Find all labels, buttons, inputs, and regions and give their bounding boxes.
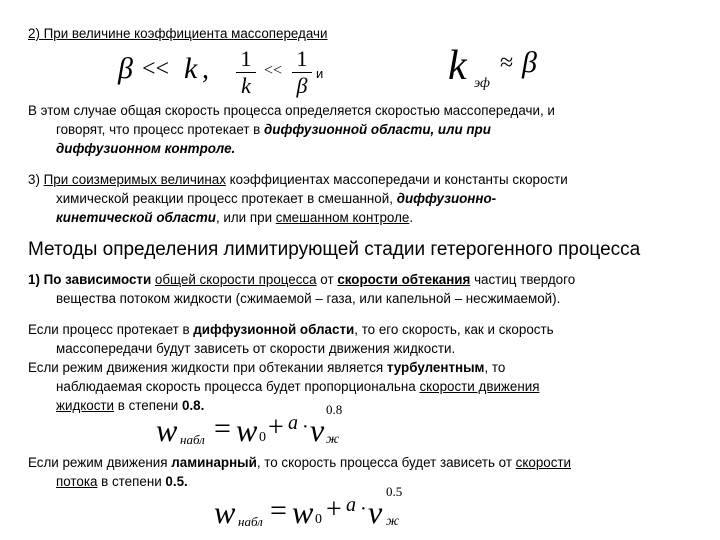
dot-symbol: · <box>360 498 367 520</box>
underlined-span: общей скорости процесса <box>154 272 317 287</box>
text-span: , то <box>484 360 506 375</box>
emphasis-span: диффузионном контроле. <box>56 141 236 156</box>
section-3-line-2 <box>56 189 496 208</box>
diffusion-line-1 <box>28 320 554 339</box>
a-symbol: a <box>346 494 356 516</box>
w-symbol: w <box>156 412 178 448</box>
much-less-symbol-small: << <box>264 62 283 79</box>
diffusion-line-2 <box>56 339 455 358</box>
emphasis-span: кинетической области <box>56 210 216 225</box>
section-2-line-2 <box>56 120 491 139</box>
text-span: от <box>316 272 338 287</box>
text-span: , или при <box>215 210 276 225</box>
text-span: химической реакции процесс протекает в смешанной, <box>56 191 397 206</box>
text-span: в степени <box>114 398 182 413</box>
k-symbol: k <box>184 52 198 85</box>
and-word: и <box>316 66 324 81</box>
fraction-denominator: β <box>296 73 308 98</box>
turbulent-line-2 <box>56 377 539 396</box>
section-2-line-3 <box>56 139 235 158</box>
w-subscript: набл <box>238 514 263 529</box>
bold-span: ламинарный <box>171 455 257 470</box>
section-2-title <box>28 24 327 43</box>
text-span: . <box>409 210 414 225</box>
equals-symbol: = <box>270 494 287 527</box>
text-span: коэффициентах массопередачи и константы скорости <box>225 172 568 187</box>
section-2-title-text: 2) При величине коэффициента массопередачи <box>28 26 328 41</box>
emphasis-span: диффузионно- <box>396 191 497 206</box>
method-1-line-2 <box>56 289 560 308</box>
bold-span: 1) По зависимости <box>28 272 155 287</box>
turbulent-line-3 <box>56 396 204 415</box>
plus-symbol: + <box>268 412 284 443</box>
w-symbol: w <box>214 494 236 530</box>
fraction-numerator: 1 <box>296 46 308 71</box>
w0-subscript: 0 <box>315 512 322 527</box>
approx-symbol: ≈ <box>500 50 514 76</box>
text-span: 3) <box>28 172 44 187</box>
underlined-span: потока <box>56 474 98 489</box>
beta-symbol-2: β <box>522 46 537 79</box>
fraction-one-over-beta <box>292 48 312 97</box>
turbulent-line-1 <box>28 358 505 377</box>
fraction-denominator: k <box>241 73 251 98</box>
text-span: наблюдаемая скорость процесса будет пропорциональна <box>56 379 420 394</box>
v-subscript: ж <box>386 514 400 529</box>
v-symbol: v <box>368 494 383 530</box>
fraction-one-over-k <box>236 48 256 97</box>
text-span: говорят, что процесс протекает в <box>56 122 265 137</box>
section-3-line-3 <box>56 208 413 227</box>
text-span: в степени <box>97 474 166 489</box>
much-less-symbol: << <box>142 56 170 82</box>
exponent: 0.8 <box>326 402 343 417</box>
exponent: 0.5 <box>386 484 403 499</box>
w0-symbol: w <box>292 494 314 530</box>
a-symbol: a <box>288 412 298 434</box>
bold-span: 0.5. <box>165 474 188 489</box>
bold-span: турбулентным <box>386 360 485 375</box>
methods-heading: Методы определения лимитирующей стадии гетерогенного процесса <box>28 239 641 260</box>
text-span: , то его скорость, как и скорость <box>354 322 554 337</box>
beta-symbol: β <box>118 52 133 85</box>
underlined-span: смешанном контроле <box>275 210 410 225</box>
section-2-line-1 <box>28 101 555 120</box>
plus-symbol: + <box>326 494 342 525</box>
underlined-span: скорости <box>515 455 572 470</box>
text-span: вещества потоком жидкости (сжимаемой – газа, или капельной – несжимаемой). <box>56 291 561 306</box>
text-span: частиц твердого <box>470 272 576 287</box>
dot-symbol: · <box>302 416 309 438</box>
underlined-span: скорости движения <box>419 379 540 394</box>
fraction-numerator: 1 <box>240 46 252 71</box>
underlined-span: При соизмеримых величинах <box>43 172 226 187</box>
text-span: Если режим движения жидкости при обтекании является <box>28 360 387 375</box>
bold-span: диффузионной области <box>193 322 355 337</box>
bold-underlined-span: скорости обтекания <box>337 272 471 287</box>
v-subscript: ж <box>326 432 340 447</box>
emphasis-span: диффузионной области, или при <box>264 122 491 137</box>
k-eff-symbol: k <box>448 43 467 89</box>
section-3-line-1 <box>28 170 568 189</box>
equals-symbol: = <box>214 412 231 445</box>
bold-span: 0.8. <box>182 398 205 413</box>
text-span: , то скорость процесса будет зависеть от <box>256 455 516 470</box>
laminar-line-2 <box>56 472 188 491</box>
text-span: Если режим движения <box>28 455 172 470</box>
text-span: Если процесс протекает в <box>28 322 194 337</box>
underlined-span: жидкости <box>56 398 115 413</box>
w0-subscript: 0 <box>259 430 266 445</box>
laminar-line-1 <box>28 453 571 472</box>
v-symbol: v <box>310 412 325 448</box>
w-subscript: набл <box>180 432 205 447</box>
method-1-line-1 <box>28 270 575 289</box>
text-span: В этом случае общая скорость процесса определяется скоростью массопередачи, и <box>28 103 555 118</box>
eff-subscript: эф <box>474 76 490 91</box>
text-span: массопередачи будут зависеть от скорости движения жидкости. <box>56 341 456 356</box>
w0-symbol: w <box>236 412 258 448</box>
comma-symbol: , <box>202 54 209 85</box>
